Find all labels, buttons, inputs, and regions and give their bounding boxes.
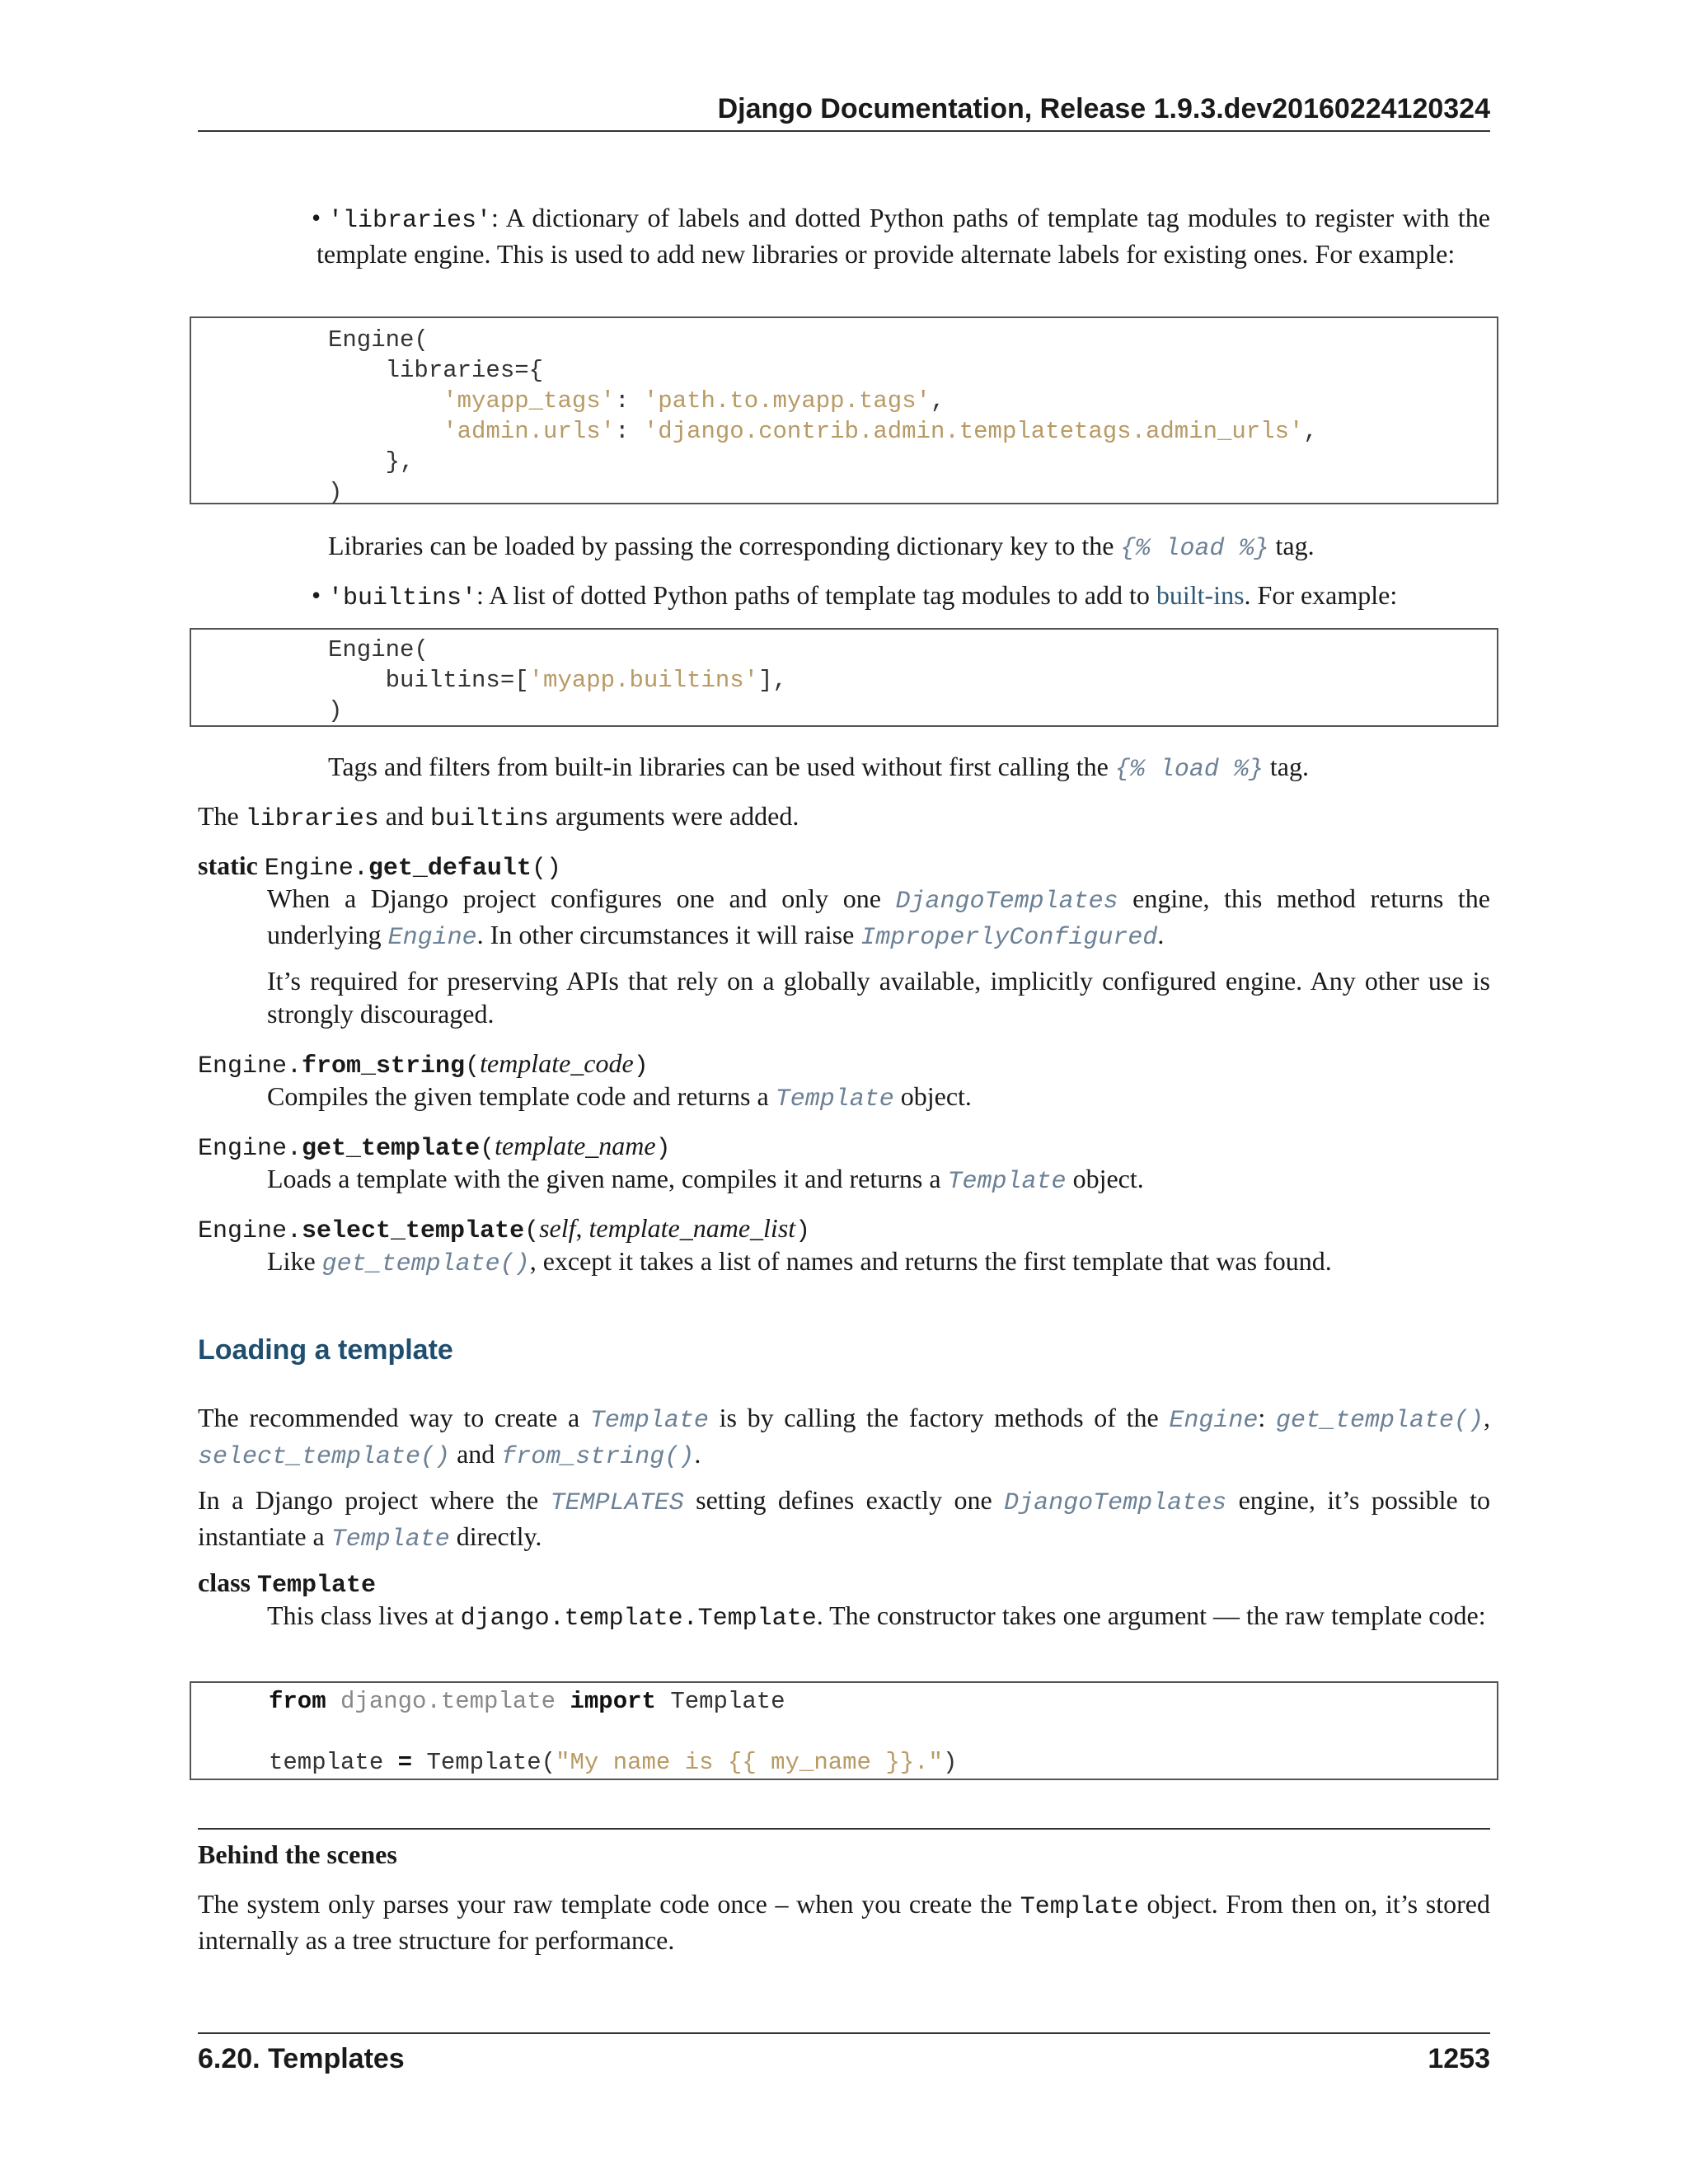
- loading-paragraph-1: The recommended way to create a Template is by calling the factory methods of the Engine: get_template(), select_template() and from_string().: [198, 1403, 1491, 1471]
- djangotemplates-link[interactable]: DjangoTemplates: [1004, 1489, 1227, 1517]
- code-content: from django.template import Template template = Template("My name is {{ my_name }}."): [269, 1688, 958, 1776]
- engine-link[interactable]: Engine: [1169, 1407, 1259, 1435]
- from-string-description: Compiles the given template code and returns a Template object.: [267, 1081, 972, 1113]
- get-template-description: Loads a template with the given name, compiles it and returns a Template object.: [267, 1164, 1144, 1196]
- select-template-link[interactable]: select_template(): [198, 1443, 451, 1471]
- load-tag-link[interactable]: {% load %}: [1114, 756, 1264, 784]
- code-block-libraries: [190, 316, 1498, 504]
- version-added-note: The libraries and builtins arguments were added.: [198, 801, 799, 833]
- template-link[interactable]: Template: [775, 1085, 894, 1113]
- bullet: •: [312, 580, 321, 610]
- template-class-signature: class Template: [198, 1568, 377, 1600]
- builtins-item: • 'builtins': A list of dotted Python paths of template tag modules to add to built-ins. For example:: [312, 580, 1398, 612]
- behind-paragraph: The system only parses your raw template code once – when you create the Template object. From then on, it’s stored internally as a tree structure for performance.: [198, 1889, 1491, 1955]
- section-heading: Loading a template: [198, 1334, 453, 1366]
- select-template-signature: Engine.select_template(self, template_name_list): [198, 1213, 811, 1245]
- code-block-builtins: [190, 628, 1498, 727]
- libraries-item: [312, 201, 1490, 270]
- djangotemplates-link[interactable]: DjangoTemplates: [895, 888, 1118, 916]
- template-link[interactable]: Template: [947, 1168, 1067, 1196]
- bullet: •: [312, 203, 321, 232]
- footer-page-number: 1253: [1428, 2043, 1490, 2074]
- template-class-description: This class lives at django.template.Template. The constructor takes one argument — the raw template code:: [267, 1601, 1486, 1633]
- select-template-description: Like get_template(), except it takes a list of names and returns the first template that was found.: [267, 1246, 1332, 1278]
- templates-setting-link[interactable]: TEMPLATES: [550, 1489, 684, 1517]
- from-string-link[interactable]: from_string(): [501, 1443, 695, 1471]
- template-link[interactable]: Template: [331, 1526, 450, 1554]
- load-tag-link[interactable]: {% load %}: [1120, 535, 1269, 563]
- engine-link[interactable]: Engine: [387, 924, 477, 952]
- get-default-description: When a Django project configures one and only one DjangoTemplates engine, this method returns the underlying Engine. In other circumstances it will raise ImproperlyConfigured.: [267, 883, 1491, 952]
- libraries-key: 'libraries': [328, 207, 492, 235]
- footer-rule: [198, 2032, 1490, 2034]
- libraries-text: : A dictionary of labels and dotted Python paths of template tag modules to register with the template engine. This is used to add new libraries or provide alternate labels for existing ones. For example:: [316, 203, 1490, 269]
- header-rule: [198, 130, 1490, 132]
- builtins-note: Tags and filters from built-in libraries can be used without first calling the {% load %} tag.: [328, 752, 1309, 784]
- libraries-note: Libraries can be loaded by passing the corresponding dictionary key to the {% load %} tag.: [328, 531, 1315, 563]
- code-content: Engine( builtins=['myapp.builtins'], ): [328, 636, 787, 724]
- loading-paragraph-2: In a Django project where the TEMPLATES setting defines exactly one DjangoTemplates engine, it’s possible to instantiate a Template directly.: [198, 1485, 1491, 1554]
- get-template-link[interactable]: get_template(): [1275, 1407, 1484, 1435]
- from-string-signature: Engine.from_string(template_code): [198, 1048, 649, 1080]
- template-link[interactable]: Template: [589, 1407, 709, 1435]
- built-ins-link[interactable]: built-ins: [1156, 580, 1245, 610]
- header-title: Django Documentation, Release 1.9.3.dev20160224120324: [717, 93, 1490, 124]
- behind-title: Behind the scenes: [198, 1840, 397, 1869]
- get-default-note: It’s required for preserving APIs that rely on a globally available, implicitly configured engine. Any other use is strongly discouraged.: [267, 966, 1490, 1029]
- builtins-key: 'builtins': [328, 584, 477, 612]
- get-template-signature: Engine.get_template(template_name): [198, 1131, 671, 1163]
- topic-rule: [198, 1828, 1490, 1830]
- code-block-template: [190, 1681, 1498, 1780]
- improperlyconfigured-link[interactable]: ImproperlyConfigured: [860, 924, 1158, 952]
- get-default-signature: static Engine.get_default(): [198, 851, 561, 883]
- footer-section: 6.20. Templates: [198, 2043, 405, 2074]
- get-template-link[interactable]: get_template(): [321, 1250, 530, 1278]
- code-content: Engine( libraries={ 'myapp_tags': 'path.to.myapp.tags', 'admin.urls': 'django.contrib.admin.templatetags.admin_urls', }, ): [328, 326, 1318, 506]
